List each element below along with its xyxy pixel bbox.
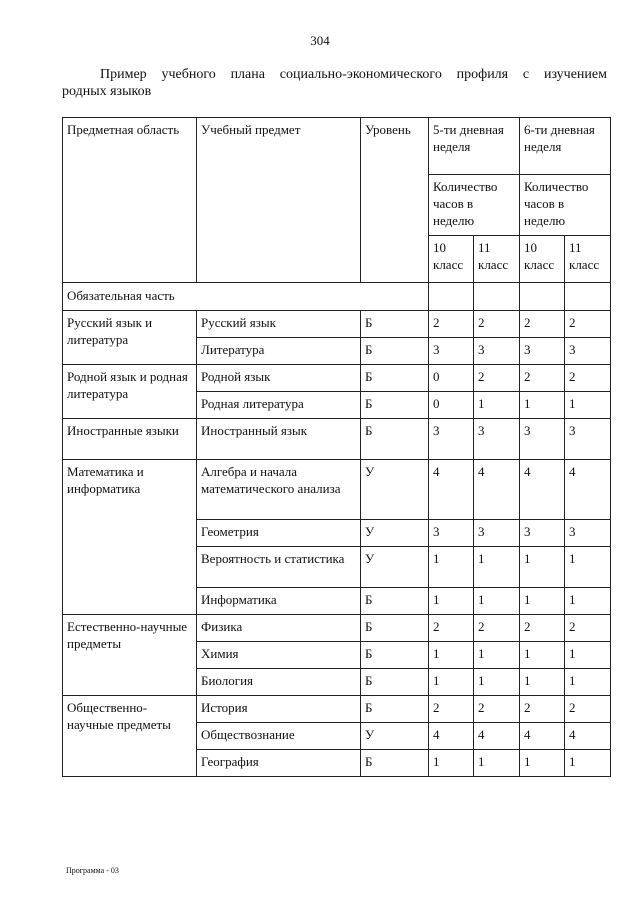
- header-hours-6: Количество часов в неделю: [520, 175, 611, 236]
- hours-cell: 4: [429, 460, 474, 520]
- hours-cell: 4: [565, 723, 611, 750]
- hours-cell: 1: [565, 588, 611, 615]
- area-cell: Математика и информатика: [63, 460, 197, 615]
- section-row: [63, 283, 611, 311]
- hours-cell: 2: [474, 311, 520, 338]
- subject-cell: Геометрия: [197, 520, 361, 547]
- hours-cell: 1: [520, 547, 565, 588]
- subject-cell: История: [197, 696, 361, 723]
- subject-cell: Обществознание: [197, 723, 361, 750]
- hours-cell: 4: [429, 723, 474, 750]
- hours-cell: 1: [520, 750, 565, 777]
- table-row: [63, 311, 611, 338]
- table-row: [63, 365, 611, 392]
- hours-cell: 3: [429, 520, 474, 547]
- hours-cell: 1: [565, 669, 611, 696]
- table-row: [63, 419, 611, 460]
- hours-cell: 3: [565, 520, 611, 547]
- table-row: [63, 615, 611, 642]
- hours-cell: 4: [520, 723, 565, 750]
- level-cell: Б: [361, 419, 429, 460]
- hours-cell: 2: [565, 696, 611, 723]
- hours-cell: 3: [520, 520, 565, 547]
- hours-cell: 2: [520, 365, 565, 392]
- header-area: Предметная область: [63, 118, 197, 283]
- header-grade-11-5day: 11 класс: [474, 236, 520, 283]
- level-cell: Б: [361, 750, 429, 777]
- hours-cell: 2: [474, 615, 520, 642]
- hours-cell: 1: [520, 392, 565, 419]
- subject-cell: Химия: [197, 642, 361, 669]
- hours-cell: 3: [565, 338, 611, 365]
- area-cell: Общественно-научные предметы: [63, 696, 197, 777]
- level-cell: У: [361, 547, 429, 588]
- footer-label: Программа - 03: [66, 866, 119, 875]
- document-title: [62, 66, 607, 100]
- hours-cell: 1: [474, 642, 520, 669]
- hours-cell: 1: [474, 392, 520, 419]
- hours-cell: 3: [429, 419, 474, 460]
- hours-cell: 1: [429, 642, 474, 669]
- hours-cell: 1: [565, 750, 611, 777]
- area-cell: Русский язык и литература: [63, 311, 197, 365]
- hours-cell: 1: [474, 669, 520, 696]
- hours-cell: 1: [429, 588, 474, 615]
- hours-cell: 2: [520, 615, 565, 642]
- hours-cell: 0: [429, 365, 474, 392]
- hours-cell: 1: [474, 750, 520, 777]
- level-cell: Б: [361, 642, 429, 669]
- hours-cell: 1: [429, 669, 474, 696]
- hours-cell: 3: [429, 338, 474, 365]
- area-cell: Естественно-научные предметы: [63, 615, 197, 696]
- header-level: Уровень: [361, 118, 429, 283]
- hours-cell: 1: [565, 392, 611, 419]
- hours-cell: 1: [474, 547, 520, 588]
- hours-cell: 1: [474, 588, 520, 615]
- header-row: [63, 118, 611, 175]
- hours-cell: 1: [520, 669, 565, 696]
- hours-cell: 3: [474, 419, 520, 460]
- header-6-day-week: 6-ти дневная неделя: [520, 118, 611, 175]
- page-number: 304: [310, 33, 330, 48]
- subject-cell: Вероятность и статистика: [197, 547, 361, 588]
- subject-cell: Родная литература: [197, 392, 361, 419]
- area-cell: Родной язык и родная литература: [63, 365, 197, 419]
- area-cell: Иностранные языки: [63, 419, 197, 460]
- subject-cell: Родной язык: [197, 365, 361, 392]
- header-5-day-week: 5-ти дневная неделя: [429, 118, 520, 175]
- hours-cell: 2: [429, 696, 474, 723]
- hours-cell: 1: [520, 588, 565, 615]
- level-cell: У: [361, 520, 429, 547]
- header-subject: Учебный предмет: [197, 118, 361, 283]
- hours-cell: 2: [520, 311, 565, 338]
- subject-cell: Физика: [197, 615, 361, 642]
- subject-cell: Алгебра и начала математического анализа: [197, 460, 361, 520]
- level-cell: У: [361, 723, 429, 750]
- header-hours-5: Количество часов в неделю: [429, 175, 520, 236]
- hours-cell: 1: [565, 547, 611, 588]
- hours-cell: 1: [520, 642, 565, 669]
- level-cell: Б: [361, 588, 429, 615]
- hours-cell: 2: [565, 311, 611, 338]
- level-cell: Б: [361, 311, 429, 338]
- subject-cell: Русский язык: [197, 311, 361, 338]
- subject-cell: Иностранный язык: [197, 419, 361, 460]
- hours-cell: 4: [474, 723, 520, 750]
- hours-cell: 3: [474, 338, 520, 365]
- hours-cell: 2: [565, 615, 611, 642]
- hours-cell: 4: [565, 460, 611, 520]
- hours-cell: 2: [429, 311, 474, 338]
- hours-cell: 4: [474, 460, 520, 520]
- title-line-1: Пример учебного плана социально-экономического профиля с изучением: [100, 67, 607, 82]
- hours-cell: 2: [474, 365, 520, 392]
- hours-cell: 3: [520, 419, 565, 460]
- hours-cell: 2: [474, 696, 520, 723]
- level-cell: Б: [361, 338, 429, 365]
- table-row: [63, 460, 611, 520]
- level-cell: Б: [361, 392, 429, 419]
- subject-cell: География: [197, 750, 361, 777]
- level-cell: Б: [361, 696, 429, 723]
- hours-cell: 2: [429, 615, 474, 642]
- title-line-2: родных языков: [62, 84, 152, 99]
- subject-cell: Биология: [197, 669, 361, 696]
- header-grade-10-6day: 10 класс: [520, 236, 565, 283]
- hours-cell: 3: [474, 520, 520, 547]
- header-grade-11-6day: 11 класс: [565, 236, 611, 283]
- level-cell: Б: [361, 615, 429, 642]
- header-grade-10-5day: 10 класс: [429, 236, 474, 283]
- hours-cell: 2: [565, 365, 611, 392]
- level-cell: Б: [361, 669, 429, 696]
- hours-cell: 3: [565, 419, 611, 460]
- level-cell: Б: [361, 365, 429, 392]
- hours-cell: 3: [520, 338, 565, 365]
- level-cell: У: [361, 460, 429, 520]
- curriculum-table: [62, 117, 611, 777]
- hours-cell: 1: [565, 642, 611, 669]
- subject-cell: Информатика: [197, 588, 361, 615]
- subject-cell: Литература: [197, 338, 361, 365]
- section-label: Обязательная часть: [63, 283, 429, 311]
- hours-cell: 1: [429, 750, 474, 777]
- table-row: [63, 696, 611, 723]
- hours-cell: 2: [520, 696, 565, 723]
- hours-cell: 1: [429, 547, 474, 588]
- hours-cell: 4: [520, 460, 565, 520]
- hours-cell: 0: [429, 392, 474, 419]
